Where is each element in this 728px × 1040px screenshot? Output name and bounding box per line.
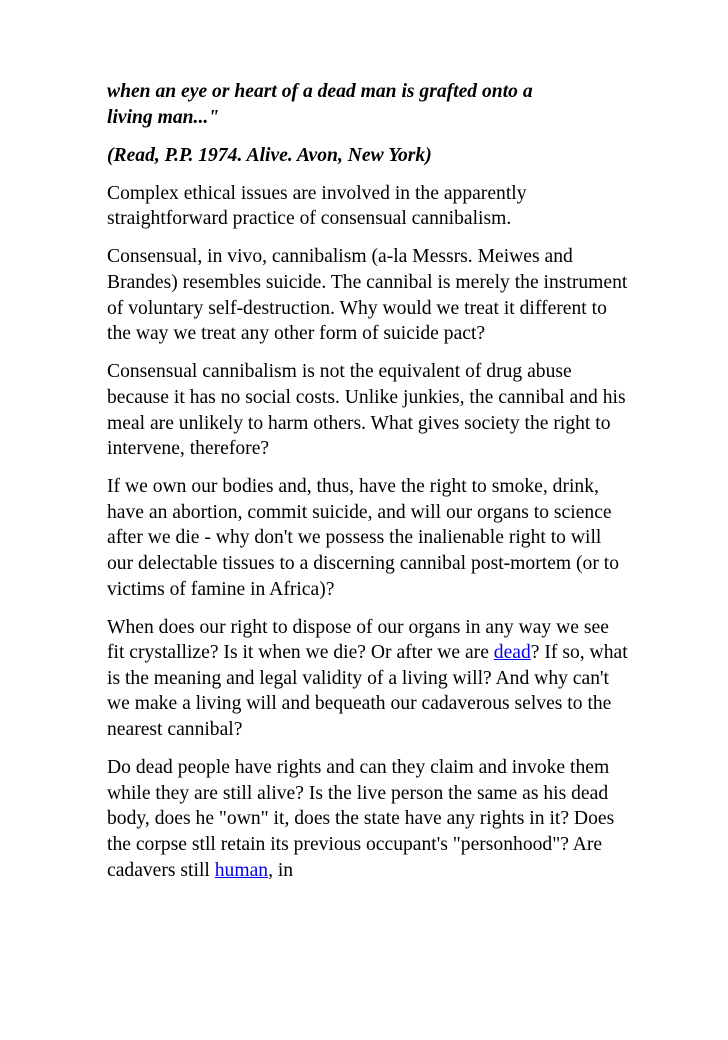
paragraph-4: If we own our bodies and, thus, have the right to smoke, drink, have an abortion, commit suicide, and will our organs to science after we die - why don't we possess the inalienable right to will our delectable tissues to a discerning cannibal post-mortem (or to victims of famine in Africa)? (107, 476, 620, 600)
quote-line-1: when an eye or heart of a dead man is grafted onto a (107, 81, 533, 102)
dead-link[interactable]: dead (493, 642, 531, 664)
paragraph-5 (107, 615, 628, 743)
paragraph-6-text-before: Do dead people have rights and can they claim and invoke them while they are still alive? Is the live person the same as his dead body, does he "own" it, does the state have any rights in it? Does the corpse stll retain its previous occupant's "personhood"? Are cadavers still (107, 757, 615, 881)
paragraph-5-text-after: ? If so, what is the meaning and legal validity of a living will? And why can't we make a living will and bequeath our cadaverous selves to the nearest cannibal? (107, 642, 628, 741)
paragraph-2: Consensual, in vivo, cannibalism (a-la Messrs. Meiwes and Brandes) resembles suicide. The cannibal is merely the instrument of voluntary self-destruction. Why would we treat it different to the way we treat any other form of suicide pact? (107, 246, 628, 345)
paragraph-5-text-before: When does our right to dispose of our organs in any way we see fit crystallize? Is it when we die? Or after we are (107, 616, 609, 664)
paragraph-6-text-after: , in (268, 859, 294, 881)
paragraph-6 (107, 755, 628, 883)
human-link[interactable]: human (214, 859, 269, 881)
citation: (Read, P.P. 1974. Alive. Avon, New York) (107, 144, 432, 166)
paragraph-1: Complex ethical issues are involved in the apparently straightforward practice of consensual cannibalism. (107, 182, 527, 230)
paragraph-3: Consensual cannibalism is not the equivalent of drug abuse because it has no social costs. Unlike junkies, the cannibal and his meal are unlikely to harm others. What gives society the right to intervene, therefore? (107, 361, 626, 460)
quote-text (107, 79, 628, 130)
quote-line-2: living man..." (107, 106, 220, 128)
